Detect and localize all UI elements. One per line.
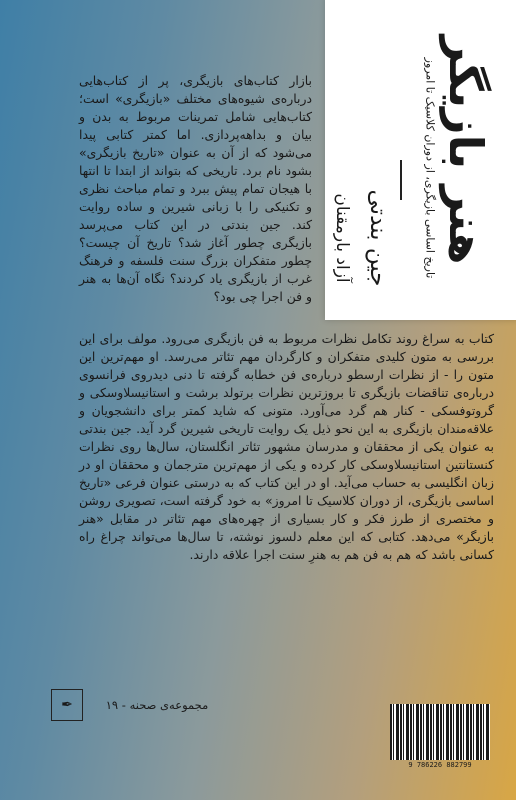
barcode-icon bbox=[390, 704, 490, 760]
title-divider bbox=[400, 160, 402, 200]
blurb-paragraph-2: کتاب به سراغ روند تکامل نظرات مربوط به فن بازیگری می‌رود. مولف برای این بررسی به متون کلیدی متفکران و کارگردان مهم تئاتر می‌رسد. او مهم‌ترین این متون را - از نظرات ارسطو درباره‌ی فن خطابه گرفته تا دنی دیدروی فرانسوی درباره‌ی تناقضات بازیگری تا بروزترین نظرات برتولد برشت و استانیسلاوسکی و گروتوفسکی - کنار هم گرد می‌آورد. متونی که شاید کمتر برای دانشجویان و علاقه‌مندان بازیگری به این نحو ذیل یک روایت تاریخی شیرین گرد آید. جین بندتی به عنوان یکی از محققان و مدرسان مشهور تئاتر انگلستان، سال‌ها روی نظرات کنستانتین استانیسلاوسکی کار کرده و یکی از مهم‌ترین مترجمان و محققان او در زبان انگلیسی به حساب می‌آید. او در این کتاب که به درستی عنوان فرعی «تاریخ اساسی بازیگری، از دوران کلاسیک تا امروز» به خود گرفته است، تصویری روشن و مختصری از طرز فکر و کار بسیاری از چهره‌های مهم تئاتر در مقابل «هنر بازیگر» می‌دهد. کتابی که این معلم دلسوز نوشته، تا سال‌ها می‌تواند چراغ راه کسانی باشد که هم به فن هم به هنرِ سنت اجرا علاقه دارند. bbox=[79, 331, 494, 562]
book-subtitle: تاریخ اساسی بازیگری، از دوران کلاسیک تا امروز bbox=[423, 57, 437, 279]
book-title: هنر بازیگر bbox=[439, 35, 493, 265]
series-label: مجموعه‌ی صحنه - ۱۹ bbox=[105, 698, 209, 712]
blurb-paragraph-1: بازار کتاب‌های بازیگری، پر از کتاب‌هایی درباره‌ی شیوه‌های مختلف «بازیگری» است؛ کتاب‌هایی شامل تمرینات مربوط به بدن و بیان و بداهه‌پردازی. اما کمتر کتابی پیدا می‌شود که از آن به عنوان «تاریخ بازیگری» بشود نام برد. تاریخی که بتواند از ابتدا تا انتها با هیجان تمام پیش ببرد و تمام مباحث نظری و تکنیکی را با زبانی شیرین و ساده روایت کند. جین بندتی در این کتاب می‌پرسد بازیگری چطور آغاز شد؟ تاریخ آن چیست؟ چطور متفکران بزرگ سنت فلسفه و فرهنگ غرب از بازیگری یاد کردند؟ نگاه آن‌ها به هنر و فن اجرا چی بود؟ bbox=[79, 73, 312, 304]
translator-name: آزاد بارمقنان bbox=[332, 193, 352, 283]
publisher-logo-icon: ✒ bbox=[51, 689, 83, 721]
author-name: جین بندتی bbox=[365, 189, 391, 287]
barcode-digits: 9 786226 882799 bbox=[408, 761, 472, 769]
